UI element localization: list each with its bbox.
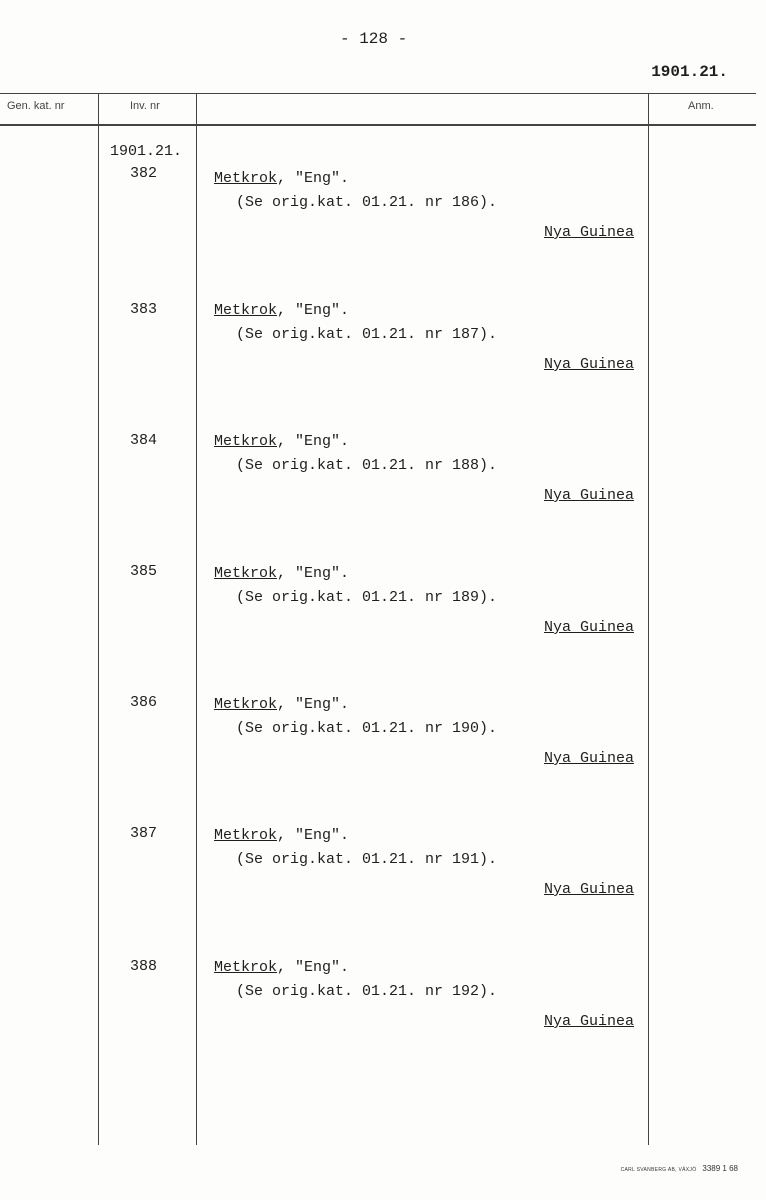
catalog-reference: (Se orig.kat. 01.21. nr 192).: [236, 983, 498, 1000]
place-of-origin: Nya Guinea: [543, 881, 634, 898]
inv-number: 383: [130, 301, 158, 318]
catalog-entry: [214, 827, 634, 898]
catalog-entry: [214, 959, 634, 1030]
catalog-reference: (Se orig.kat. 01.21. nr 191).: [236, 851, 498, 868]
form-code: 3389 1 68: [702, 1164, 738, 1173]
inv-number: 388: [130, 958, 158, 975]
object-qualifier: , "Eng".: [277, 959, 350, 976]
place-of-origin: Nya Guinea: [543, 750, 634, 767]
catalog-entry: [214, 696, 634, 767]
catalog-reference: (Se orig.kat. 01.21. nr 189).: [236, 589, 498, 606]
object-name: Metkrok: [214, 565, 278, 582]
catalog-entry: [214, 302, 634, 373]
inv-number: 386: [130, 694, 158, 711]
series-prefix: 1901.21.: [110, 143, 183, 160]
object-qualifier: , "Eng".: [277, 302, 350, 319]
inv-number: 384: [130, 432, 158, 449]
object-name: Metkrok: [214, 170, 278, 187]
place-of-origin: Nya Guinea: [543, 1013, 634, 1030]
object-qualifier: , "Eng".: [277, 433, 350, 450]
column-header-gen-kat-nr: Gen. kat. nr: [7, 100, 65, 112]
inv-number: 382: [130, 165, 158, 182]
catalog-entry: [214, 433, 634, 504]
place-of-origin: Nya Guinea: [543, 487, 634, 504]
object-qualifier: , "Eng".: [277, 565, 350, 582]
catalog-reference: (Se orig.kat. 01.21. nr 186).: [236, 194, 498, 211]
object-name: Metkrok: [214, 959, 278, 976]
column-rule-3: [648, 93, 649, 1145]
object-name: Metkrok: [214, 696, 278, 713]
catalog-reference: (Se orig.kat. 01.21. nr 187).: [236, 326, 498, 343]
inv-number: 387: [130, 825, 158, 842]
object-name: Metkrok: [214, 827, 278, 844]
series-id: 1901.21.: [651, 63, 728, 81]
header-bottom-rule: [0, 124, 756, 126]
column-rule-1: [98, 93, 99, 1145]
object-qualifier: , "Eng".: [277, 696, 350, 713]
place-of-origin: Nya Guinea: [543, 356, 634, 373]
object-qualifier: , "Eng".: [277, 827, 350, 844]
printer-name: CARL SVANBERG AB, VÄXJÖ: [620, 1167, 697, 1173]
place-of-origin: Nya Guinea: [543, 224, 634, 241]
catalog-reference: (Se orig.kat. 01.21. nr 190).: [236, 720, 498, 737]
catalog-reference: (Se orig.kat. 01.21. nr 188).: [236, 457, 498, 474]
column-header-anm: Anm.: [688, 100, 714, 112]
catalog-entry: [214, 170, 634, 241]
column-rule-2: [196, 93, 197, 1145]
column-header-inv-nr: Inv. nr: [130, 100, 160, 112]
place-of-origin: Nya Guinea: [543, 619, 634, 636]
inv-number: 385: [130, 563, 158, 580]
object-name: Metkrok: [214, 433, 278, 450]
object-qualifier: , "Eng".: [277, 170, 350, 187]
page-number: - 128 -: [340, 30, 408, 48]
header-top-rule: [0, 93, 756, 94]
printer-footer: [621, 1164, 738, 1173]
object-name: Metkrok: [214, 302, 278, 319]
catalog-entry: [214, 565, 634, 636]
